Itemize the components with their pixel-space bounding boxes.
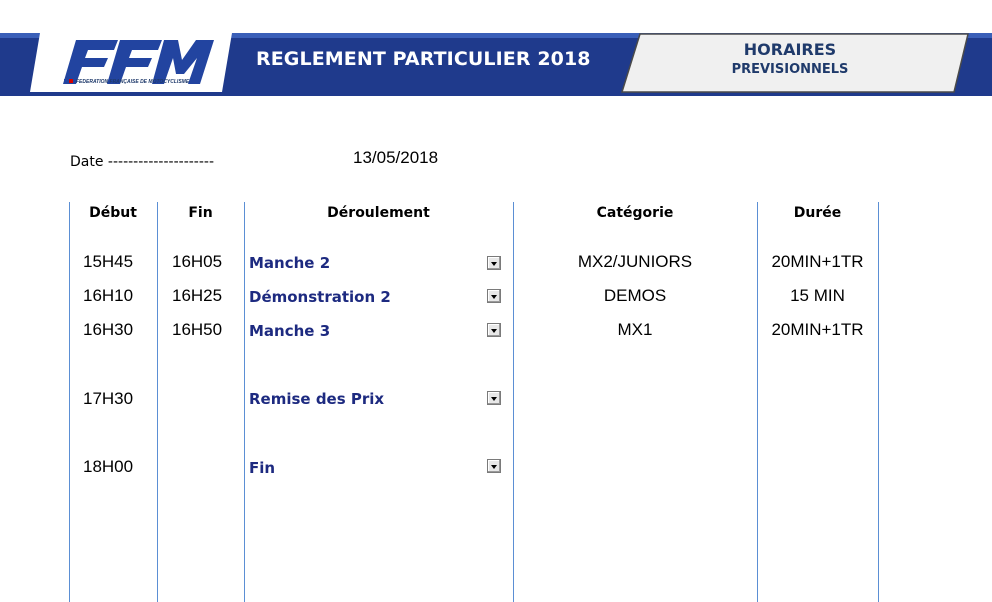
row-duration: 15 MIN — [790, 286, 845, 305]
row-category: MX1 — [617, 320, 653, 339]
column-header-categorie: Catégorie — [596, 205, 674, 221]
row-end-time: 16H50 — [172, 320, 223, 339]
row-start-time: 18H00 — [83, 457, 134, 476]
schedule-box-subtitle: PREVISIONNELS — [731, 62, 849, 77]
row-event-name: Démonstration 2 — [249, 288, 391, 306]
date-label: Date --------------------- — [70, 154, 214, 170]
row-start-time: 17H30 — [83, 389, 134, 408]
dropdown-arrow-icon[interactable] — [487, 323, 501, 337]
table-border-left — [69, 202, 70, 602]
table-divider — [157, 202, 158, 602]
row-category: DEMOS — [603, 286, 667, 305]
row-duration: 20MIN+1TR — [771, 252, 864, 271]
column-header-deroulement: Déroulement — [327, 205, 430, 221]
row-category: MX2/JUNIORS — [577, 252, 693, 271]
column-header-duree: Durée — [793, 205, 842, 221]
row-end-time: 16H05 — [172, 252, 223, 271]
date-value: 13/05/2018 — [353, 148, 439, 167]
header-band — [0, 0, 992, 100]
row-start-time: 16H30 — [83, 320, 134, 339]
schedule-box-title: HORAIRES — [743, 40, 837, 59]
dropdown-arrow-icon[interactable] — [487, 256, 501, 270]
row-start-time: 15H45 — [83, 252, 134, 271]
dropdown-arrow-icon[interactable] — [487, 289, 501, 303]
row-start-time: 16H10 — [83, 286, 134, 305]
column-header-debut: Début — [89, 205, 137, 221]
row-event-name: Manche 2 — [249, 254, 331, 272]
dropdown-arrow-icon[interactable] — [487, 391, 501, 405]
table-divider — [244, 202, 245, 602]
page-title: REGLEMENT PARTICULIER 2018 — [256, 48, 591, 70]
row-duration: 20MIN+1TR — [771, 320, 864, 339]
row-event-name: Remise des Prix — [249, 390, 385, 408]
column-header-fin: Fin — [188, 205, 213, 221]
logo-subtitle: FEDERATION FRANÇAISE DE MOTOCYCLISME — [76, 79, 190, 85]
dropdown-arrow-icon[interactable] — [487, 459, 501, 473]
row-end-time: 16H25 — [172, 286, 223, 305]
table-border-right — [878, 202, 879, 602]
row-event-name: Fin — [249, 459, 276, 477]
row-event-name: Manche 3 — [249, 322, 331, 340]
